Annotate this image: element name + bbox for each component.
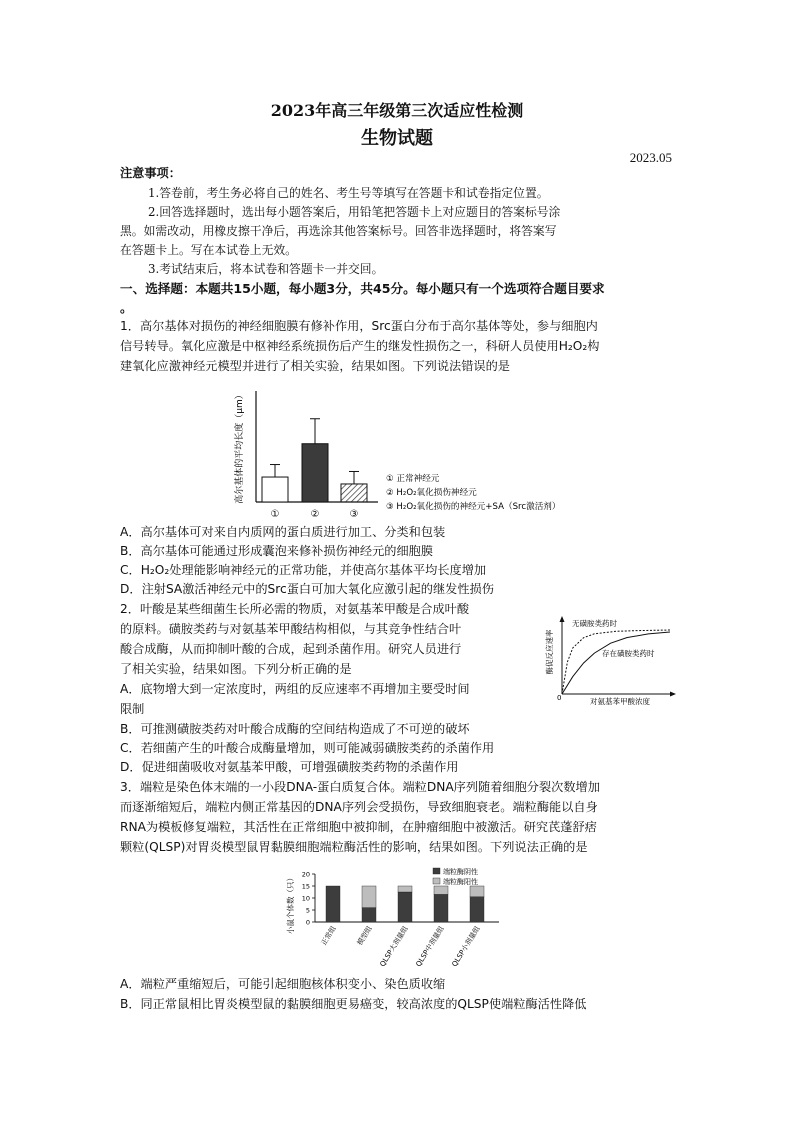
q2-chart-xlabel: 对氨基苯甲酸浓度 (590, 697, 650, 706)
q2-stem-1: 2．叶酸是某些细菌生长所必需的物质，对氨基苯甲酸是合成叶酸 (120, 602, 470, 616)
notice-item-2-cont: 黑。如需改动，用橡皮擦干净后，再选涂其他答案标号。回答非选择题时，将答案写 (120, 224, 557, 238)
q1-bar-chart (232, 383, 592, 520)
q1-option-c: C．H₂O₂处理能影响神经元的正常功能，并使高尔基体平均长度增加 (120, 563, 487, 577)
q3-option-b: B．同正常鼠相比胃炎模型鼠的黏膜细胞更易癌变，较高浓度的QLSP使端粒酶活性降低 (120, 997, 587, 1011)
q1-stem-1: 1．高尔基体对损伤的神经细胞膜有修补作用，Src蛋白分布于高尔基体等处，参与细胞内 (120, 319, 598, 333)
q3-ytick-label-3: 15 (301, 882, 310, 891)
exam-subject: 生物试题 (361, 128, 433, 149)
q1-option-d: D．注射SA激活神经元中的Src蛋白可加大氧化应激引起的继发性损伤 (120, 582, 494, 596)
q3-bar-1-series-1 (326, 886, 340, 922)
q3-category-label-4: QLSP中剂量组 (414, 924, 446, 969)
q3-stem-3: RNA为模板修复端粒，其活性在正常细胞中被抑制，在肿瘤细胞中被激活。研究芪蓬舒痞 (120, 820, 597, 834)
q1-category-label-1: ① (270, 509, 280, 520)
q1-category-label-2: ② (310, 509, 320, 520)
q3-category-label-5: QLSP小剂量组 (450, 924, 482, 969)
q3-stem-1: 3．端粒是染色体末端的一小段DNA-蛋白质复合体。端粒DNA序列随着细胞分裂次数增加 (120, 780, 600, 794)
q1-category-label-3: ③ (349, 509, 359, 520)
q1-legend-item-2: ② H₂O₂氧化损伤神经元 (386, 488, 477, 498)
q2-curve-label-2: 存在磺胺类药时 (602, 649, 655, 658)
q3-bar-3-series-2 (398, 886, 412, 892)
notice-item-1: 1.答卷前，考生务必将自己的姓名、考生号等填写在答题卡和试卷指定位置。 (148, 186, 549, 200)
q3-legend-label-1: 端粒酶阴性 (443, 868, 478, 876)
q2-curve-1 (562, 630, 670, 694)
q2-chart-ylabel: 酶促反应速率 (545, 629, 554, 675)
q3-bar-4-series-1 (434, 894, 448, 922)
q1-bar-1 (262, 477, 288, 502)
q3-stem-4: 颗粒(QLSP)对胃炎模型鼠胃黏膜细胞端粒酶活性的影响，结果如图。下列说法正确的是 (120, 840, 588, 854)
q1-legend-item-1: ① 正常神经元 (386, 474, 440, 484)
q3-bar-2-series-1 (362, 908, 376, 922)
exam-date: 2023.05 (629, 150, 672, 165)
q2-curve-label-1: 无磺胺类药时 (572, 619, 617, 628)
q1-stem-3: 建氧化应激神经元模型并进行了相关实验，结果如图。下列说法错误的是 (120, 359, 510, 373)
q3-category-label-2: 模型组 (355, 924, 374, 947)
q3-stem-2: 而逐渐缩短后，端粒内侧正常基因的DNA序列会受损伤，导致细胞衰老。端粒酶能以自身 (120, 800, 598, 814)
q3-bar-5-series-2 (470, 886, 484, 897)
notice-item-2: 2.回答选择题时，选出每小题答案后，用铅笔把答题卡上对应题目的答案标号涂 (148, 205, 561, 219)
q3-category-label-3: QLSP大剂量组 (378, 924, 410, 969)
notice-item-2-cont2: 在答题卡上。写在本试卷上无效。 (120, 243, 297, 257)
q3-category-label-1: 正常组 (319, 924, 338, 947)
q2-stem-3: 酸合成酶，从而抑制叶酸的合成，起到杀菌作用。研究人员进行 (120, 642, 462, 656)
q3-bar-2-series-2 (362, 886, 376, 908)
q3-ytick-label-4: 20 (301, 870, 310, 879)
q3-ytick-label-1: 5 (305, 906, 310, 915)
q3-bar-5-series-1 (470, 897, 484, 922)
q3-chart-ylabel: 小鼠个体数（只） (286, 874, 295, 934)
q1-stem-2: 信号转导。氧化应激是中枢神经系统损伤后产生的继发性损伤之一，科研人员使用H₂O₂构 (120, 339, 600, 353)
q3-legend-label-2: 端粒酶阳性 (443, 878, 478, 886)
q3-ytick-label-2: 10 (301, 894, 310, 903)
q2-stem-4: 了相关实验，结果如图。下列分析正确的是 (120, 662, 352, 676)
q2-option-a: A．底物增大到一定浓度时，两组的反应速率不再增加主要受时间 (120, 682, 470, 696)
q1-bar-3 (341, 484, 367, 502)
q2-curve-2 (562, 632, 670, 694)
q2-stem-2: 的原料。磺胺类药与对氨基苯甲酸结构相似，与其竞争性结合叶 (120, 622, 462, 636)
q1-legend-item-3: ③ H₂O₂氧化损伤的神经元+SA（Src激活剂） (386, 502, 561, 512)
q3-stacked-bar-chart (285, 866, 515, 974)
q2-option-a-cont: 限制 (120, 702, 145, 716)
q3-bar-3-series-1 (398, 892, 412, 922)
q2-chart-origin: 0 (557, 694, 562, 702)
q1-chart-ylabel: 高尔基体的平均长度（μm） (235, 390, 245, 504)
q3-option-a: A．端粒严重缩短后，可能引起细胞核体积变小、染色质收缩 (120, 977, 446, 991)
q3-bar-4-series-2 (434, 886, 448, 894)
q2-option-b: B．可推测磺胺类药对叶酸合成酶的空间结构造成了不可逆的破坏 (120, 722, 470, 736)
q3-legend-swatch-2 (433, 878, 440, 884)
q1-option-b: B．高尔基体可能通过形成囊泡来修补损伤神经元的细胞膜 (120, 544, 434, 558)
q2-option-c: C．若细菌产生的叶酸合成酶量增加，则可能减弱磺胺类药的杀菌作用 (120, 741, 495, 755)
q2-line-chart (540, 614, 680, 708)
notice-item-3: 3.考试结束后，将本试卷和答题卡一并交回。 (148, 262, 384, 276)
q3-legend-swatch-1 (433, 868, 440, 874)
q3-ytick-label-0: 0 (305, 918, 310, 927)
exam-title: 2023年高三年级第三次适应性检测 (270, 101, 524, 120)
q1-bar-2 (302, 444, 328, 502)
section-heading: 一、选择题：本题共15小题，每小题3分，共45分。每小题只有一个选项符合题目要求 (120, 281, 605, 296)
section-heading-cont: 。 (120, 300, 133, 315)
q2-option-d: D．促进细菌吸收对氨基苯甲酸，可增强磺胺类药物的杀菌作用 (120, 760, 459, 774)
notice-heading: 注意事项： (120, 166, 181, 180)
q1-option-a: A．高尔基体可对来自内质网的蛋白质进行加工、分类和包装 (120, 525, 446, 539)
